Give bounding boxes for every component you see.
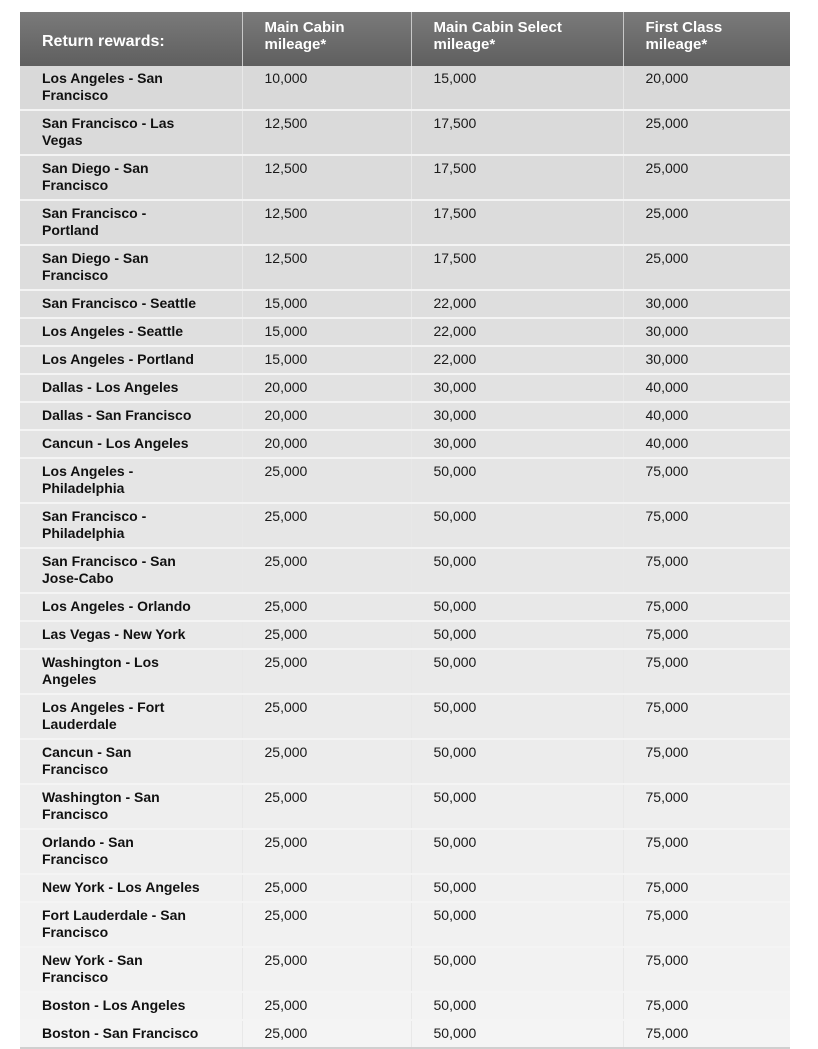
main-cabin-cell: 25,000 [242,874,411,902]
table-row [20,110,790,155]
table-row [20,290,790,318]
first-class-cell: 75,000 [623,739,790,784]
route-line: Los Angeles - Seattle [42,323,184,339]
main-cabin-cell: 25,000 [242,593,411,621]
first-class-cell: 30,000 [623,318,790,346]
route-cell [20,290,242,318]
main-cabin-select-cell: 17,500 [411,155,623,200]
main-cabin-select-cell: 17,500 [411,245,623,290]
main-cabin-select-cell: 30,000 [411,374,623,402]
first-class-cell: 75,000 [623,784,790,829]
main-cabin-select-cell: 50,000 [411,503,623,548]
table-row [20,992,790,1020]
main-cabin-select-cell: 22,000 [411,318,623,346]
first-class-cell: 75,000 [623,694,790,739]
table-row [20,649,790,694]
first-class-cell: 75,000 [623,874,790,902]
table-row [20,66,790,110]
main-cabin-cell: 25,000 [242,1020,411,1048]
route-line: Boston - San Francisco [42,1025,199,1041]
header-main-cabin [242,12,411,66]
table-row [20,503,790,548]
table-row [20,318,790,346]
main-cabin-cell: 25,000 [242,503,411,548]
main-cabin-select-cell: 50,000 [411,947,623,992]
table-row [20,694,790,739]
main-cabin-select-cell: 17,500 [411,110,623,155]
table-body [20,66,790,1048]
route-line: Los Angeles - Fort [42,699,165,715]
main-cabin-select-cell: 50,000 [411,784,623,829]
main-cabin-cell: 25,000 [242,621,411,649]
main-cabin-cell: 25,000 [242,739,411,784]
route-line: Cancun - Los Angeles [42,435,189,451]
route-line: Las Vegas - New York [42,626,186,642]
route-line: San Diego - San [42,250,149,266]
first-class-cell: 25,000 [623,245,790,290]
route-line: San Francisco - San [42,553,176,569]
table-row [20,874,790,902]
table-row [20,430,790,458]
first-class-cell: 75,000 [623,621,790,649]
header-main-cabin-select-line2: mileage* [433,36,496,53]
rewards-table [20,12,790,1049]
table-row [20,947,790,992]
table-header-row [20,12,790,66]
route-line: Portland [42,222,99,238]
route-line: San Francisco - Las [42,115,175,131]
main-cabin-cell: 20,000 [242,402,411,430]
route-line: Francisco [42,806,109,822]
first-class-cell: 40,000 [623,402,790,430]
main-cabin-select-cell: 50,000 [411,694,623,739]
route-cell [20,784,242,829]
route-line: Francisco [42,924,109,940]
route-cell [20,430,242,458]
main-cabin-cell: 25,000 [242,947,411,992]
first-class-cell: 25,000 [623,155,790,200]
first-class-cell: 75,000 [623,458,790,503]
route-line: Boston - Los Angeles [42,997,186,1013]
main-cabin-select-cell: 50,000 [411,739,623,784]
main-cabin-select-cell: 50,000 [411,593,623,621]
route-cell [20,739,242,784]
table-row [20,346,790,374]
main-cabin-select-cell: 15,000 [411,66,623,110]
first-class-cell: 25,000 [623,110,790,155]
header-first-class-line1: First Class [645,19,723,36]
first-class-cell: 75,000 [623,503,790,548]
route-cell [20,992,242,1020]
first-class-cell: 20,000 [623,66,790,110]
main-cabin-select-cell: 30,000 [411,430,623,458]
route-line: Francisco [42,87,109,103]
first-class-cell: 75,000 [623,1020,790,1048]
route-line: San Francisco - [42,508,147,524]
route-cell [20,621,242,649]
route-line: Orlando - San [42,834,134,850]
route-cell [20,245,242,290]
main-cabin-cell: 15,000 [242,318,411,346]
route-cell [20,155,242,200]
route-cell [20,110,242,155]
first-class-cell: 75,000 [623,649,790,694]
first-class-cell: 75,000 [623,992,790,1020]
route-line: New York - Los Angeles [42,879,200,895]
first-class-cell: 30,000 [623,290,790,318]
main-cabin-cell: 25,000 [242,902,411,947]
header-first-class-line2: mileage* [645,36,708,53]
header-main-cabin-select [411,12,623,66]
route-cell [20,829,242,874]
route-line: Francisco [42,851,109,867]
main-cabin-cell: 12,500 [242,155,411,200]
route-line: Francisco [42,177,109,193]
main-cabin-select-cell: 50,000 [411,548,623,593]
main-cabin-select-cell: 50,000 [411,992,623,1020]
main-cabin-cell: 12,500 [242,110,411,155]
table-row [20,1020,790,1048]
table-row [20,155,790,200]
main-cabin-select-cell: 50,000 [411,621,623,649]
first-class-cell: 75,000 [623,902,790,947]
first-class-cell: 75,000 [623,947,790,992]
first-class-cell: 40,000 [623,430,790,458]
route-line: San Francisco - Seattle [42,295,197,311]
main-cabin-cell: 20,000 [242,430,411,458]
main-cabin-select-cell: 17,500 [411,200,623,245]
first-class-cell: 30,000 [623,346,790,374]
main-cabin-cell: 10,000 [242,66,411,110]
main-cabin-select-cell: 50,000 [411,902,623,947]
main-cabin-cell: 25,000 [242,992,411,1020]
first-class-cell: 25,000 [623,200,790,245]
route-line: Los Angeles - Orlando [42,598,191,614]
route-cell [20,694,242,739]
main-cabin-select-cell: 22,000 [411,290,623,318]
route-cell [20,593,242,621]
main-cabin-cell: 12,500 [242,200,411,245]
route-line: Washington - Los [42,654,159,670]
table-row [20,245,790,290]
route-line: Fort Lauderdale - San [42,907,186,923]
table-row [20,548,790,593]
main-cabin-cell: 12,500 [242,245,411,290]
main-cabin-cell: 25,000 [242,829,411,874]
route-line: Philadelphia [42,525,125,541]
route-line: Los Angeles - San [42,70,163,86]
table-row [20,739,790,784]
route-cell [20,902,242,947]
route-line: Vegas [42,132,83,148]
route-line: Cancun - San [42,744,132,760]
first-class-cell: 75,000 [623,829,790,874]
route-cell [20,374,242,402]
table-row [20,374,790,402]
main-cabin-select-cell: 50,000 [411,874,623,902]
table-row [20,402,790,430]
main-cabin-cell: 25,000 [242,784,411,829]
route-line: Francisco [42,267,109,283]
route-cell [20,548,242,593]
main-cabin-cell: 25,000 [242,694,411,739]
table-row [20,902,790,947]
route-cell [20,649,242,694]
main-cabin-select-cell: 50,000 [411,649,623,694]
route-line: Los Angeles - Portland [42,351,194,367]
route-cell [20,874,242,902]
table-row [20,621,790,649]
header-return-rewards: Return rewards: [20,12,242,66]
route-line: Los Angeles - [42,463,134,479]
main-cabin-cell: 15,000 [242,290,411,318]
rewards-table-container [20,12,790,1049]
first-class-cell: 75,000 [623,548,790,593]
route-cell [20,458,242,503]
main-cabin-select-cell: 50,000 [411,458,623,503]
first-class-cell: 75,000 [623,593,790,621]
table-row [20,829,790,874]
first-class-cell: 40,000 [623,374,790,402]
table-row [20,458,790,503]
main-cabin-select-cell: 50,000 [411,829,623,874]
route-cell [20,66,242,110]
main-cabin-cell: 20,000 [242,374,411,402]
header-main-cabin-select-line1: Main Cabin Select [433,19,562,36]
route-cell [20,947,242,992]
route-line: San Diego - San [42,160,149,176]
header-main-cabin-line2: mileage* [264,36,327,53]
main-cabin-select-cell: 22,000 [411,346,623,374]
route-line: New York - San [42,952,143,968]
route-line: Jose-Cabo [42,570,114,586]
route-line: San Francisco - [42,205,147,221]
header-main-cabin-line1: Main Cabin [264,19,345,36]
route-line: Washington - San [42,789,160,805]
route-cell [20,346,242,374]
header-first-class [623,12,790,66]
table-row [20,200,790,245]
main-cabin-cell: 25,000 [242,458,411,503]
main-cabin-cell: 25,000 [242,548,411,593]
route-cell [20,1020,242,1048]
route-cell [20,200,242,245]
route-cell [20,402,242,430]
main-cabin-cell: 25,000 [242,649,411,694]
route-cell [20,318,242,346]
table-row [20,784,790,829]
route-line: Francisco [42,969,109,985]
route-line: Francisco [42,761,109,777]
route-cell [20,503,242,548]
main-cabin-select-cell: 50,000 [411,1020,623,1048]
main-cabin-cell: 15,000 [242,346,411,374]
route-line: Philadelphia [42,480,125,496]
table-row [20,593,790,621]
main-cabin-select-cell: 30,000 [411,402,623,430]
route-line: Lauderdale [42,716,117,732]
route-line: Angeles [42,671,97,687]
route-line: Dallas - San Francisco [42,407,192,423]
route-line: Dallas - Los Angeles [42,379,179,395]
